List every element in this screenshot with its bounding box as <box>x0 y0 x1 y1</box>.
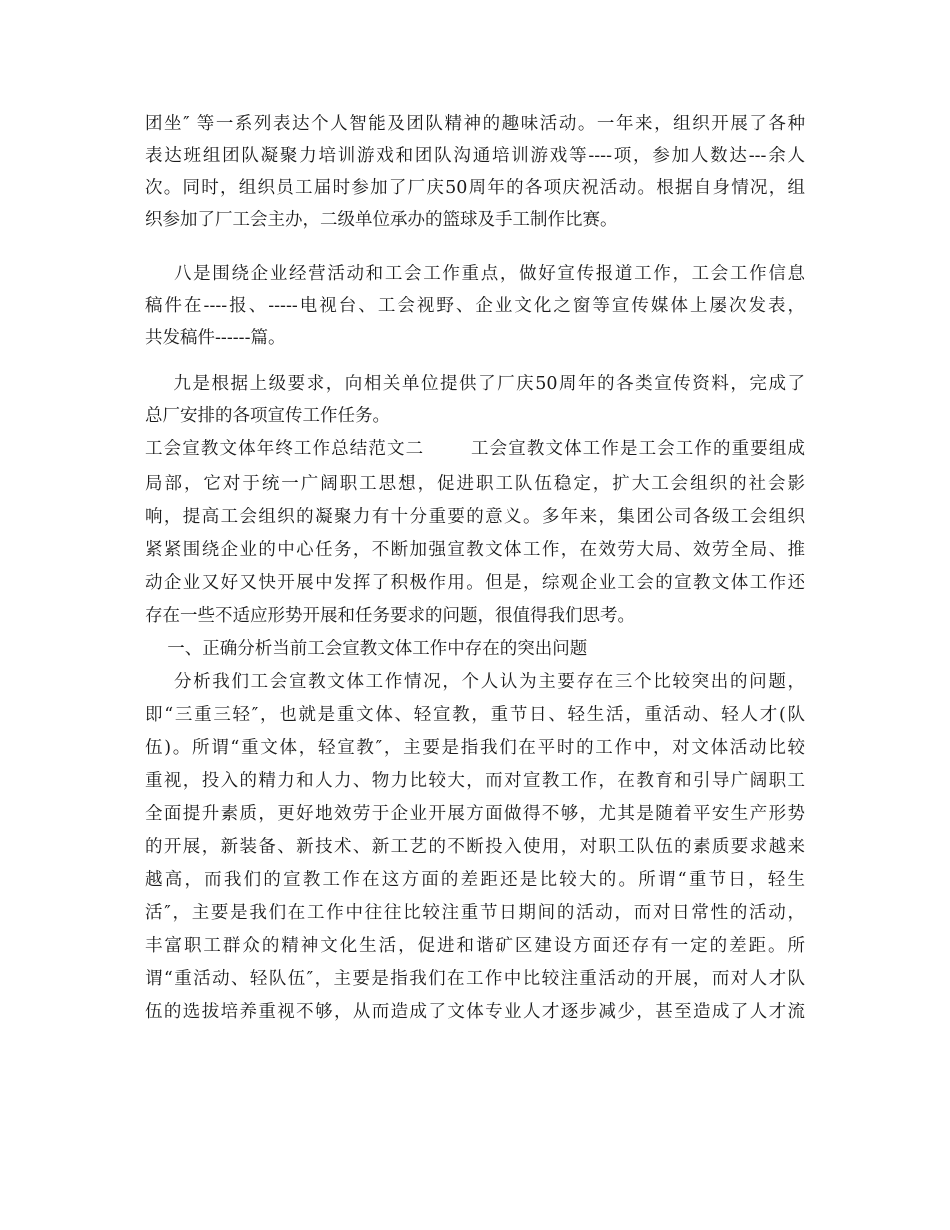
subheading-line: 一、正确分析当前工会宣教文体工作中存在的突出问题 <box>145 639 588 659</box>
text-line: 织参加了厂工会主办，二级单位承办的篮球及手工制作比赛。 <box>145 210 618 230</box>
text-line: 越高，而我们的宣教工作在这方面的差距还是比较大的。所谓“重节日，轻生 <box>145 870 805 890</box>
text-line: 紧紧围绕企业的中心任务，不断加强宣教文体工作，在效劳大局、效劳全局、推 <box>145 540 805 560</box>
text-line: 伍)。所谓“重文体，轻宣教″，主要是指我们在平时的工作中，对文体活动比较 <box>145 738 805 758</box>
text-line: 响，提高工会组织的凝聚力有十分重要的意义。多年来，集团公司各级工会组织 <box>145 507 805 527</box>
text-line: 的开展，新装备、新技术、新工艺的不断投入使用，对职工队伍的素质要求越来 <box>145 837 805 857</box>
text-line: 丰富职工群众的精神文化生活，促进和谐矿区建设方面还存有一定的差距。所 <box>145 936 805 956</box>
text-line: 稿件在----报、-----电视台、工会视野、企业文化之窗等宣传媒体上屡次发表， <box>145 296 805 316</box>
text-line: 存在一些不适应形势开展和任务要求的问题，很值得我们思考。 <box>145 606 635 626</box>
text-line: 伍的选拔培养重视不够，从而造成了文体专业人才逐步减少，甚至造成了人才流 <box>145 1002 805 1022</box>
text-line: 总厂安排的各项宣传工作任务。 <box>145 406 390 426</box>
text-line: 局部，它对于统一广阔职工思想，促进职工队伍稳定，扩大工会组织的社会影 <box>145 474 805 494</box>
text-line: 次。同时，组织员工届时参加了厂庆50周年的各项庆祝活动。根据自身情况，组 <box>145 178 805 198</box>
text-line: 九是根据上级要求，向相关单位提供了厂庆50周年的各类宣传资料，完成了 <box>145 374 805 394</box>
text-line: 即“三重三轻″，也就是重文体、轻宣教，重节日、轻生活，重活动、轻人才(队 <box>145 705 805 725</box>
text-line: 谓“重活动、轻队伍″，主要是指我们在工作中比较注重活动的开展，而对人才队 <box>145 969 805 989</box>
text-line: 共发稿件------篇。 <box>145 328 286 348</box>
text-line: 分析我们工会宣教文体工作情况，个人认为主要存在三个比较突出的问题， <box>145 672 805 692</box>
section-heading-line: 工会宣教文体年终工作总结范文二 工会宣教文体工作是工会工作的重要组成 <box>145 439 805 459</box>
text-line: 全面提升素质，更好地效劳于企业开展方面做得不够，尤其是随着平安生产形势 <box>145 804 805 824</box>
text-line: 活″，主要是我们在工作中往往比较注重节日期间的活动，而对日常性的活动， <box>145 903 805 923</box>
text-line: 重视，投入的精力和人力、物力比较大，而对宣教工作，在教育和引导广阔职工 <box>145 771 805 791</box>
text-line: 动企业又好又快开展中发挥了积极作用。但是，综观企业工会的宣教文体工作还 <box>145 573 805 593</box>
text-line: 团坐″ 等一系列表达个人智能及团队精神的趣味活动。一年来，组织开展了各种 <box>145 114 805 134</box>
text-line: 八是围绕企业经营活动和工会工作重点，做好宣传报道工作，工会工作信息 <box>145 264 805 284</box>
text-line: 表达班组团队凝聚力培训游戏和团队沟通培训游戏等----项，参加人数达---余人 <box>145 146 805 166</box>
